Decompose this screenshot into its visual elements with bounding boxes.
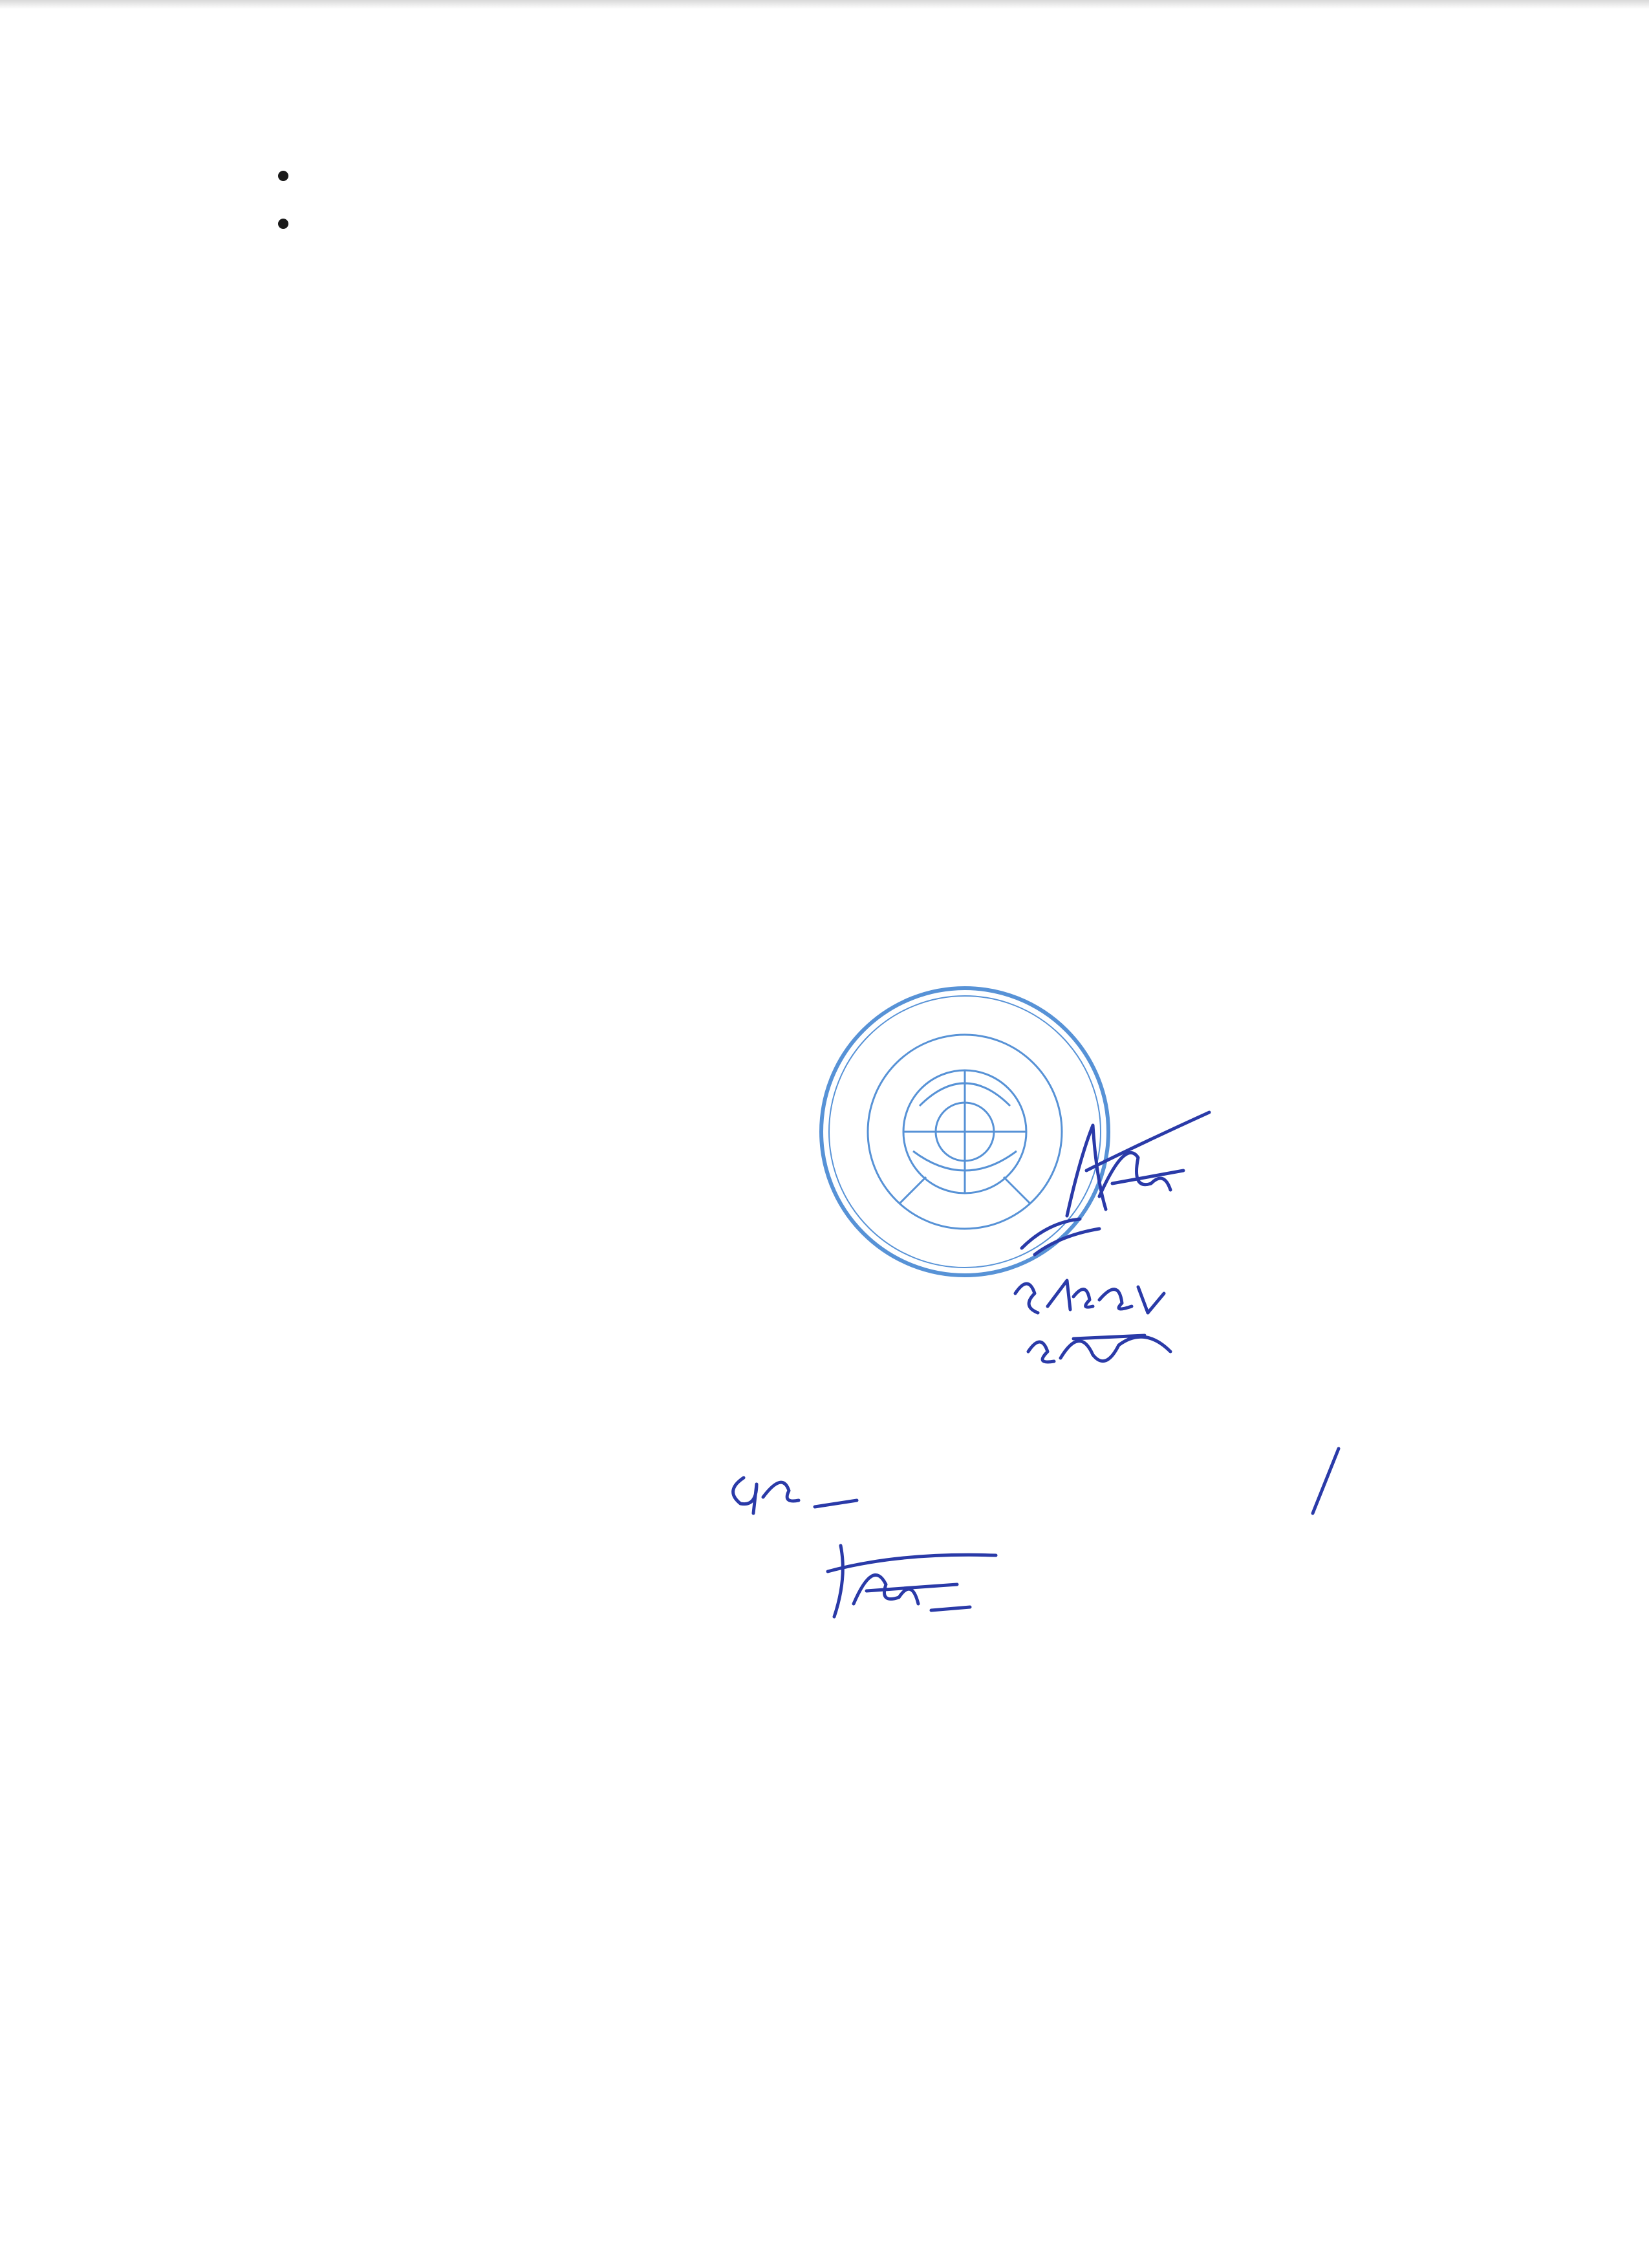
bullet-dot [278,219,288,229]
scan-top-edge [0,0,1649,9]
signature-deputy-icon [1009,1209,1112,1261]
signature-slash-icon [1306,1442,1345,1520]
signature-director-ack-icon [802,1533,1002,1623]
signature-nurse-icon [1009,1268,1170,1326]
signature-canteen-head-icon [718,1452,867,1523]
bullet-dot [278,171,288,181]
signature-parent-icon [1015,1319,1177,1377]
